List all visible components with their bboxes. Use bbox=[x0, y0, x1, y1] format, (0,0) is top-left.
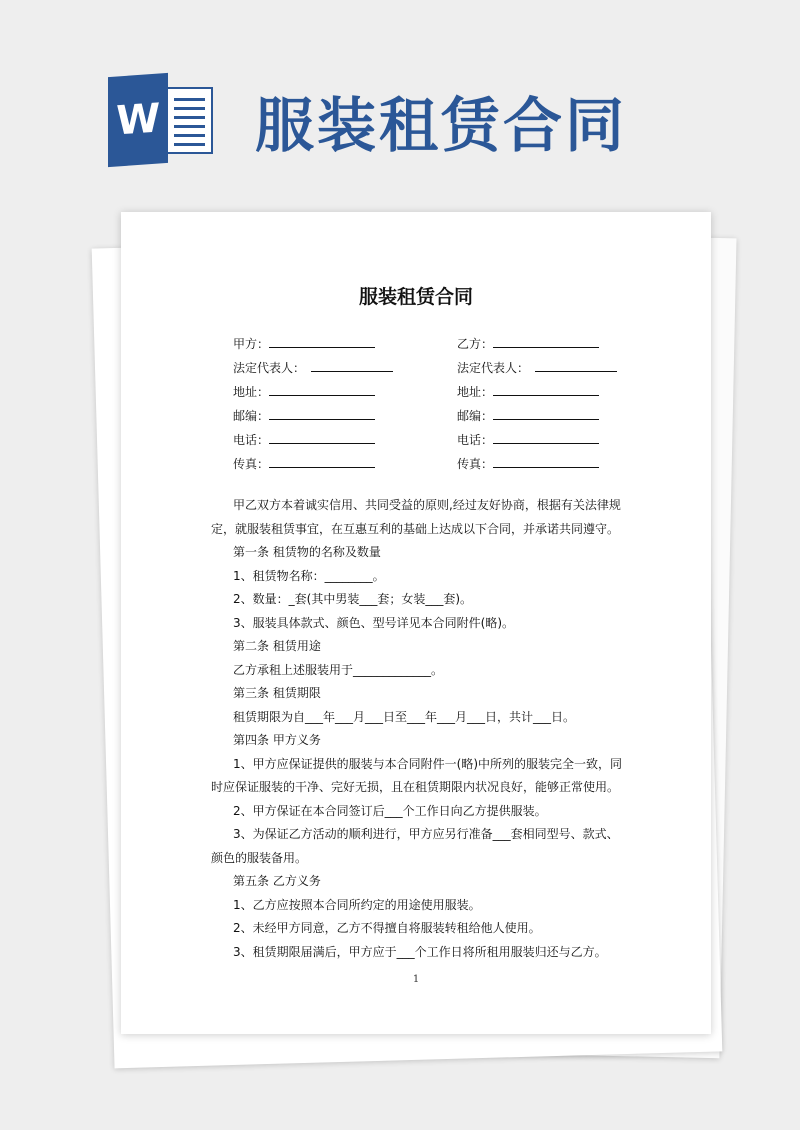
article-heading: 第五条 乙方义务 bbox=[233, 874, 321, 888]
body-line: 1、甲方应保证提供的服装与本合同附件一(略)中所列的服装完全一致，同 bbox=[233, 756, 623, 771]
blank-line bbox=[493, 336, 599, 348]
word-logo-letter: W bbox=[115, 95, 161, 145]
body-line: 2、甲方保证在本合同签订后___个工作日向乙方提供服装。 bbox=[233, 803, 547, 818]
body-line: 甲乙双方本着诚实信用、共同受益的原则,经过友好协商，根据有关法律规 bbox=[233, 498, 621, 512]
body-line: 3、为保证乙方活动的顺利进行，甲方应另行准备___套相同型号、款式、 bbox=[233, 827, 619, 841]
blank-line bbox=[535, 360, 617, 372]
blank-line bbox=[269, 408, 375, 420]
body-line: 租赁期限为自___年___月___日至___年___月___日，共计___日。 bbox=[233, 709, 576, 724]
party-b-field bbox=[457, 456, 599, 472]
party-b-label: 法定代表人： bbox=[457, 361, 530, 375]
party-b-field bbox=[457, 360, 617, 376]
document-title: 服装租赁合同 bbox=[358, 286, 473, 308]
body-line: 颜色的服装备用。 bbox=[211, 850, 308, 865]
article-heading: 第一条 租赁物的名称及数量 bbox=[233, 545, 381, 559]
document-page bbox=[121, 212, 711, 1034]
contract-body bbox=[211, 494, 623, 964]
blank-line bbox=[269, 432, 375, 444]
article-heading: 第三条 租赁期限 bbox=[233, 686, 321, 700]
article-heading: 第二条 租赁用途 bbox=[233, 639, 321, 653]
party-b-field bbox=[457, 336, 599, 352]
word-logo-badge bbox=[108, 73, 168, 167]
article-heading: 第四条 甲方义务 bbox=[233, 733, 321, 747]
body-line: 3、服装具体款式、颜色、型号详见本合同附件(略)。 bbox=[233, 615, 515, 630]
body-line: 2、未经甲方同意，乙方不得擅自将服装转租给他人使用。 bbox=[233, 921, 541, 935]
party-b-label: 地址： bbox=[457, 385, 494, 399]
body-line: 定，就服装租赁事宜，在互惠互利的基础上达成以下合同，并承诺共同遵守。 bbox=[211, 521, 620, 536]
body-line: 乙方承租上述服装用于_____________。 bbox=[233, 662, 444, 677]
body-line: 1、租赁物名称：________。 bbox=[233, 568, 385, 583]
banner-header bbox=[0, 0, 800, 200]
word-logo-lines bbox=[164, 87, 213, 154]
party-a-field bbox=[233, 360, 393, 376]
blank-line bbox=[269, 456, 375, 468]
body-line: 时应保证服装的干净、完好无损，且在租赁期限内状况良好，能够正常使用。 bbox=[211, 780, 620, 794]
party-a-label: 电话： bbox=[233, 433, 270, 447]
body-line: 1、乙方应按照本合同所约定的用途使用服装。 bbox=[233, 897, 481, 912]
word-logo-icon bbox=[108, 75, 215, 165]
blank-line bbox=[269, 384, 375, 396]
page-number: 1 bbox=[412, 974, 420, 985]
party-b-label: 电话： bbox=[457, 433, 494, 447]
party-a-label: 邮编： bbox=[233, 409, 270, 423]
party-b-label: 传真： bbox=[457, 457, 494, 471]
banner-title: 服装租赁合同 bbox=[255, 91, 628, 160]
party-a-label: 地址： bbox=[233, 385, 270, 399]
party-a-field bbox=[233, 408, 375, 424]
party-a-field bbox=[233, 432, 375, 448]
body-line: 2、数量：_套(其中男装___套；女装___套)。 bbox=[233, 592, 472, 606]
party-a-label: 甲方： bbox=[233, 337, 270, 351]
party-a-field bbox=[233, 456, 375, 472]
blank-line bbox=[269, 336, 375, 348]
party-a-field bbox=[233, 384, 375, 400]
blank-line bbox=[493, 432, 599, 444]
party-b-field bbox=[457, 432, 599, 448]
party-a-label: 传真： bbox=[233, 457, 270, 471]
blank-line bbox=[493, 408, 599, 420]
party-a-label: 法定代表人： bbox=[233, 361, 306, 375]
blank-line bbox=[493, 456, 599, 468]
party-b-field bbox=[457, 408, 599, 424]
party-b-field bbox=[457, 384, 599, 400]
party-b-label: 邮编： bbox=[457, 409, 494, 423]
blank-line bbox=[493, 384, 599, 396]
blank-line bbox=[311, 360, 393, 372]
body-line: 3、租赁期限届满后，甲方应于___个工作日将所租用服装归还与乙方。 bbox=[233, 944, 607, 959]
party-b-label: 乙方： bbox=[457, 337, 494, 351]
party-a-field bbox=[233, 336, 375, 352]
